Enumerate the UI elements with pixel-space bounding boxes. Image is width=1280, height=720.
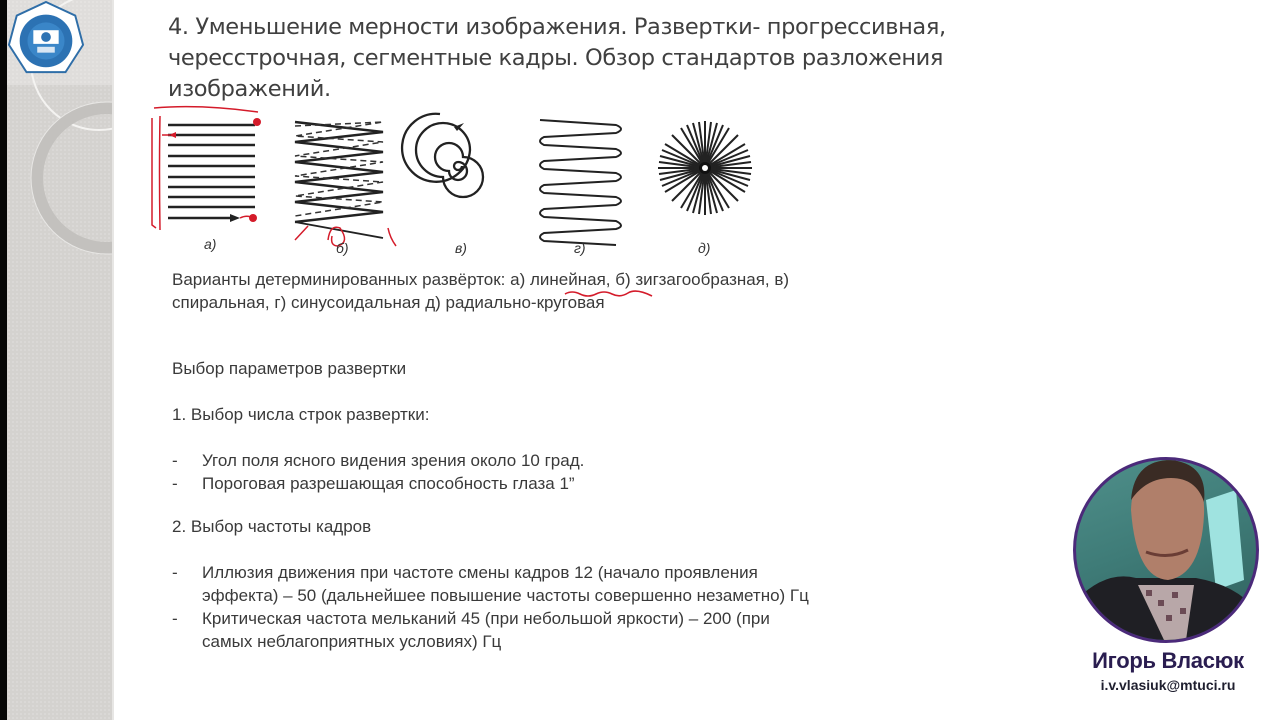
bullet-dash: - [172, 563, 178, 582]
section-heading: Выбор параметров развертки [172, 359, 407, 378]
bullet-dash: - [172, 609, 178, 628]
bullet-line: самых неблагоприятных условиях) Гц [202, 632, 502, 651]
bullet-text [202, 607, 902, 653]
bullet-text: Пороговая разрешающая способность глаза 1” [202, 474, 575, 493]
presenter-webcam [1073, 457, 1259, 643]
red-underline-annotation-icon [560, 288, 660, 302]
figure-label-a: а) [204, 236, 217, 252]
figure-caption [172, 268, 892, 314]
figure-label-d: г) [574, 240, 586, 256]
side-panel-edge [112, 0, 114, 720]
item1-heading: 1. Выбор числа строк развертки: [172, 405, 430, 424]
left-black-edge [0, 0, 7, 720]
bullet-text: Угол поля ясного видения зрения около 10 град. [202, 451, 585, 470]
figure-label-e: д) [698, 240, 711, 256]
presenter-video-icon [1076, 460, 1256, 640]
decorative-circles-icon [7, 0, 112, 720]
bullet-line: Критическая частота мельканий 45 (при небольшой яркости) – 200 (при [202, 609, 770, 628]
caption-line-2: спиральная, г) синусоидальная д) радиально-круговая [172, 293, 605, 312]
bullet-text [202, 561, 902, 607]
bullet-dash: - [172, 474, 178, 493]
bullet-line: Иллюзия движения при частоте смены кадров 12 (начало проявления [202, 563, 758, 582]
presenter-email: i.v.vlasiuk@mtuci.ru [1100, 677, 1236, 693]
caption-line-1: Варианты детерминированных развёрток: а) линейная, б) зигзагообразная, в) [172, 270, 790, 289]
slide-side-panel [7, 0, 112, 720]
figure-label-b: б) [336, 240, 349, 256]
figure-label-c: в) [455, 240, 467, 256]
bullet-dash: - [172, 451, 178, 470]
scan-patterns-figure [140, 100, 780, 265]
university-logo-icon [7, 0, 85, 78]
presenter-name: Игорь Власюк [1092, 648, 1244, 673]
slide-title: 4. Уменьшение мерности изображения. Развертки- прогрессивная, чересстрочная, сегментные кадры. Обзор стандартов разложения изображений. [168, 14, 946, 102]
bullet-line: эффекта) – 50 (дальнейшее повышение частоты совершенно незаметно) Гц [202, 586, 809, 605]
item2-heading: 2. Выбор частоты кадров [172, 517, 372, 536]
